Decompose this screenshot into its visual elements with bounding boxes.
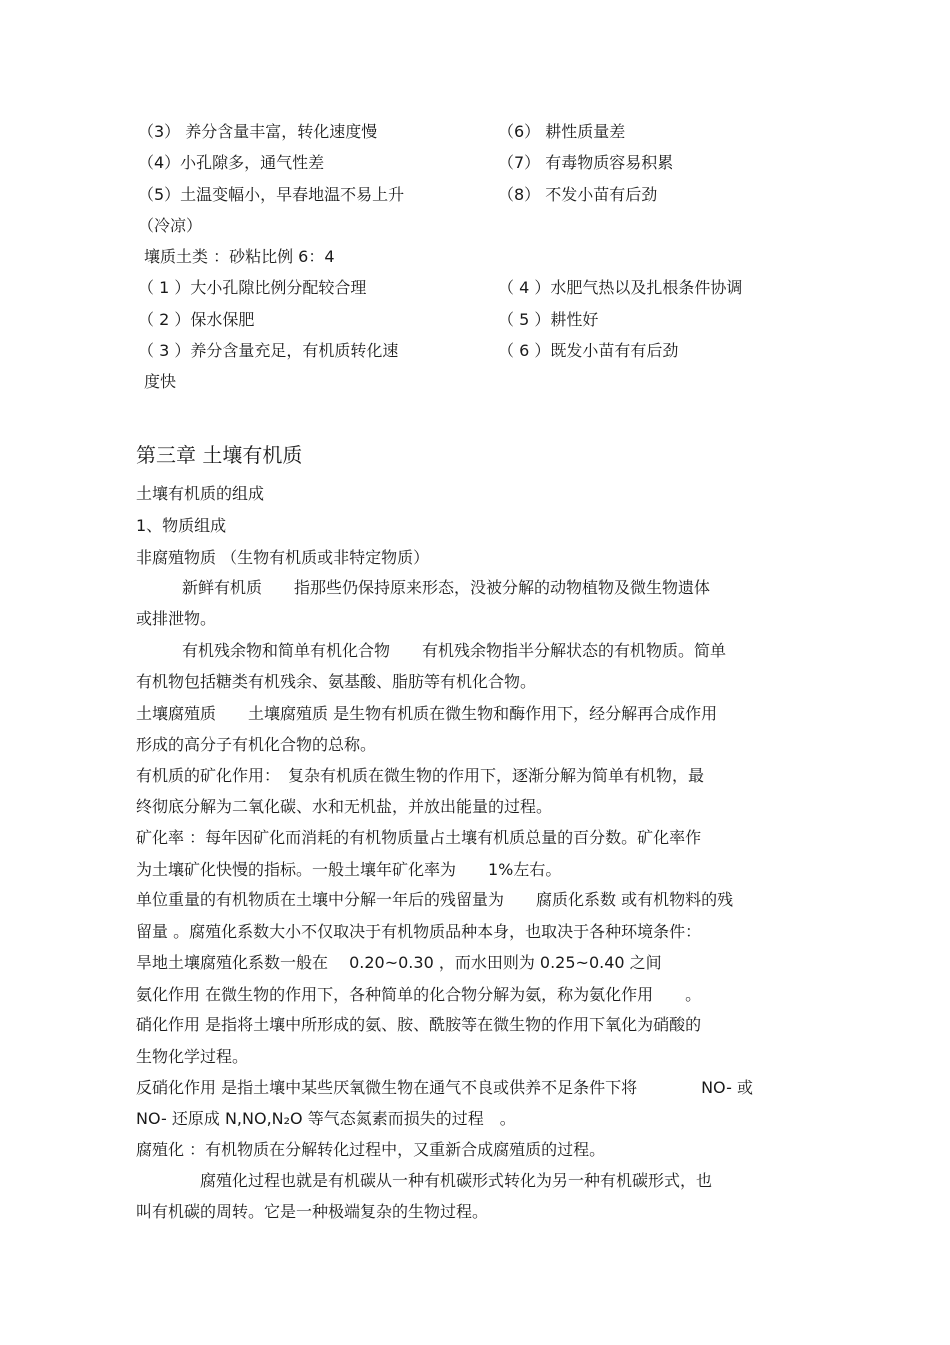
loam-left-line-2: （ 2 ）保水保肥 bbox=[138, 310, 255, 329]
body-line-13: 留量 。腐殖化系数大小不仅取决于有机物质品种本身，也取决于各种环境条件： bbox=[136, 922, 702, 941]
body-line-9: 终彻底分解为二氧化碳、水和无机盐，并放出能量的过程。 bbox=[136, 797, 553, 816]
list1-right-line-2: （7） 有毒物质容易积累 bbox=[498, 153, 674, 172]
body-line-10: 矿化率 ：每年因矿化而消耗的有机物质量占土壤有机质总量的百分数。矿化率作 bbox=[136, 828, 702, 847]
body-line-8: 有机质的矿化作用： 复杂有机质在微生物的作用下，逐渐分解为简单有机物，最 bbox=[136, 766, 705, 785]
body-line-16: 硝化作用 是指将土壤中所形成的氨、胺、酰胺等在微生物的作用下氧化为硝酸的 bbox=[136, 1015, 702, 1034]
loam-left-line-3: （ 3 ）养分含量充足，有机质转化速 bbox=[138, 341, 399, 360]
body-line-14: 旱地土壤腐殖化系数一般在 0.20~0.30 ，而水田则为 0.25~0.40 之间 bbox=[136, 953, 662, 972]
loam-right-line-2: （ 5 ）耕性好 bbox=[498, 310, 599, 329]
body-line-18: 反硝化作用 是指土壤中某些厌氧微生物在通气不良或供养不足条件下将 NO- 或 bbox=[136, 1078, 753, 1097]
loam-left-line-4: 度快 bbox=[144, 372, 177, 391]
list1-left-line-2: （4）小孔隙多，通气性差 bbox=[138, 153, 325, 172]
list1-right-line-1: （6） 耕性质量差 bbox=[498, 122, 626, 141]
list1-left-line-1: （3） 养分含量丰富，转化速度慢 bbox=[138, 122, 378, 141]
loam-right-line-3: （ 6 ）既发小苗有有后劲 bbox=[498, 341, 679, 360]
subsection-title: 1、物质组成 bbox=[136, 516, 227, 535]
body-line-22: 叫有机碳的周转。它是一种极端复杂的生物过程。 bbox=[136, 1202, 489, 1221]
body-line-17: 生物化学过程。 bbox=[136, 1047, 249, 1066]
loam-right-line-1: （ 4 ）水肥气热以及扎根条件协调 bbox=[498, 278, 743, 297]
body-line-1: 非腐殖物质 （生物有机质或非特定物质） bbox=[136, 548, 430, 567]
body-line-19: NO- 还原成 N,NO,N₂O 等气态氮素而损失的过程 。 bbox=[136, 1109, 516, 1128]
body-line-4: 有机残余物和简单有机化合物 有机残余物指半分解状态的有机物质。简单 bbox=[182, 641, 727, 660]
body-line-21: 腐殖化过程也就是有机碳从一种有机碳形式转化为另一种有机碳形式，也 bbox=[200, 1171, 713, 1190]
list1-left-line-4: （冷凉） bbox=[138, 216, 203, 235]
body-line-7: 形成的高分子有机化合物的总称。 bbox=[136, 735, 377, 754]
body-line-5: 有机物包括糖类有机残余、氨基酸、脂肪等有机化合物。 bbox=[136, 672, 537, 691]
loam-left-line-1: （ 1 ）大小孔隙比例分配较合理 bbox=[138, 278, 367, 297]
body-line-2: 新鲜有机质 指那些仍保持原来形态，没被分解的动物植物及微生物遗体 bbox=[182, 578, 711, 597]
body-line-3: 或排泄物。 bbox=[136, 609, 217, 628]
body-line-15: 氨化作用 在微生物的作用下，各种简单的化合物分解为氨，称为氨化作用 。 bbox=[136, 985, 702, 1004]
body-line-20: 腐殖化 ：有机物质在分解转化过程中，又重新合成腐殖质的过程。 bbox=[136, 1140, 606, 1159]
body-line-12: 单位重量的有机物质在土壤中分解一年后的残留量为 腐质化系数 或有机物料的残 bbox=[136, 890, 734, 909]
section-title: 土壤有机质的组成 bbox=[136, 484, 265, 503]
list1-right-line-3: （8） 不发小苗有后劲 bbox=[498, 185, 658, 204]
chapter-title: 第三章 土壤有机质 bbox=[136, 443, 303, 467]
loam-title: 壤质土类 ：砂粘比例 6：4 bbox=[144, 247, 335, 266]
list1-left-line-3: （5）土温变幅小，早春地温不易上升 bbox=[138, 185, 405, 204]
body-line-11: 为土壤矿化快慢的指标。一般土壤年矿化率为 1%左右。 bbox=[136, 860, 562, 879]
body-line-6: 土壤腐殖质 土壤腐殖质 是生物有机质在微生物和酶作用下，经分解再合成作用 bbox=[136, 704, 718, 723]
